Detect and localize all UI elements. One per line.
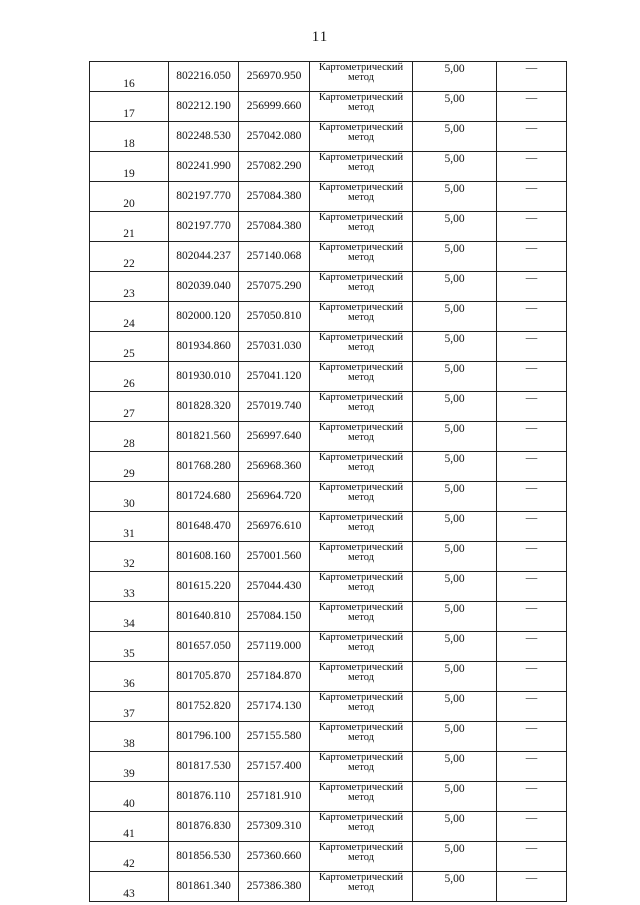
error-cell: 5,00 [413,842,497,872]
error-cell: 5,00 [413,662,497,692]
x-coordinate-cell: 801934.860 [169,332,239,362]
x-coordinate-cell: 801640.810 [169,602,239,632]
y-coordinate-cell: 257041.120 [239,362,310,392]
note-cell: — [497,812,567,842]
y-coordinate-cell: 257075.290 [239,272,310,302]
error-cell: 5,00 [413,722,497,752]
note-cell: — [497,392,567,422]
x-coordinate-cell: 802197.770 [169,212,239,242]
note-cell: — [497,62,567,92]
x-coordinate-cell: 801615.220 [169,572,239,602]
note-cell: — [497,302,567,332]
y-coordinate-cell: 257140.068 [239,242,310,272]
point-number-cell: 21 [90,212,169,242]
table-row [90,212,567,242]
note-cell: — [497,212,567,242]
point-number-cell: 32 [90,542,169,572]
point-number-cell: 43 [90,872,169,902]
error-cell: 5,00 [413,392,497,422]
table-row [90,812,567,842]
table-row [90,452,567,482]
point-number-cell: 27 [90,392,169,422]
x-coordinate-cell: 801752.820 [169,692,239,722]
y-coordinate-cell: 257386.380 [239,872,310,902]
point-number-cell: 23 [90,272,169,302]
point-number-cell: 33 [90,572,169,602]
point-number-cell: 37 [90,692,169,722]
error-cell: 5,00 [413,92,497,122]
table-row [90,602,567,632]
note-cell: — [497,152,567,182]
error-cell: 5,00 [413,572,497,602]
x-coordinate-cell: 801821.560 [169,422,239,452]
error-cell: 5,00 [413,812,497,842]
table-row [90,662,567,692]
y-coordinate-cell: 256999.660 [239,92,310,122]
point-number-cell: 28 [90,422,169,452]
note-cell: — [497,272,567,302]
x-coordinate-cell: 801876.830 [169,812,239,842]
y-coordinate-cell: 256968.360 [239,452,310,482]
point-number-cell: 19 [90,152,169,182]
error-cell: 5,00 [413,422,497,452]
method-cell: Картометрический метод [310,92,413,122]
error-cell: 5,00 [413,542,497,572]
method-cell: Картометрический метод [310,122,413,152]
table-row [90,422,567,452]
table-row [90,512,567,542]
method-cell: Картометрический метод [310,212,413,242]
error-cell: 5,00 [413,272,497,302]
method-cell: Картометрический метод [310,692,413,722]
x-coordinate-cell: 802039.040 [169,272,239,302]
point-number-cell: 36 [90,662,169,692]
note-cell: — [497,452,567,482]
y-coordinate-cell: 257360.660 [239,842,310,872]
method-cell: Картометрический метод [310,572,413,602]
method-cell: Картометрический метод [310,62,413,92]
error-cell: 5,00 [413,872,497,902]
error-cell: 5,00 [413,692,497,722]
method-cell: Картометрический метод [310,872,413,902]
point-number-cell: 17 [90,92,169,122]
point-number-cell: 34 [90,602,169,632]
note-cell: — [497,92,567,122]
error-cell: 5,00 [413,752,497,782]
x-coordinate-cell: 802216.050 [169,62,239,92]
method-cell: Картометрический метод [310,752,413,782]
method-cell: Картометрический метод [310,602,413,632]
x-coordinate-cell: 802212.190 [169,92,239,122]
method-cell: Картометрический метод [310,242,413,272]
method-cell: Картометрический метод [310,482,413,512]
table-row [90,392,567,422]
method-cell: Картометрический метод [310,632,413,662]
table-row [90,842,567,872]
x-coordinate-cell: 801724.680 [169,482,239,512]
method-cell: Картометрический метод [310,722,413,752]
point-number-cell: 38 [90,722,169,752]
table-row [90,782,567,812]
x-coordinate-cell: 802197.770 [169,182,239,212]
x-coordinate-cell: 801657.050 [169,632,239,662]
method-cell: Картометрический метод [310,422,413,452]
point-number-cell: 18 [90,122,169,152]
x-coordinate-cell: 802000.120 [169,302,239,332]
note-cell: — [497,362,567,392]
point-number-cell: 29 [90,452,169,482]
x-coordinate-cell: 801817.530 [169,752,239,782]
point-number-cell: 16 [90,62,169,92]
error-cell: 5,00 [413,782,497,812]
note-cell: — [497,602,567,632]
y-coordinate-cell: 257001.560 [239,542,310,572]
error-cell: 5,00 [413,482,497,512]
y-coordinate-cell: 257184.870 [239,662,310,692]
method-cell: Картометрический метод [310,452,413,482]
y-coordinate-cell: 257084.380 [239,182,310,212]
error-cell: 5,00 [413,362,497,392]
y-coordinate-cell: 257050.810 [239,302,310,332]
y-coordinate-cell: 257084.380 [239,212,310,242]
y-coordinate-cell: 257309.310 [239,812,310,842]
coordinates-table [89,61,567,902]
method-cell: Картометрический метод [310,842,413,872]
table-row [90,182,567,212]
table-row [90,62,567,92]
table-row [90,302,567,332]
note-cell: — [497,422,567,452]
note-cell: — [497,722,567,752]
y-coordinate-cell: 257157.400 [239,752,310,782]
point-number-cell: 24 [90,302,169,332]
y-coordinate-cell: 257174.130 [239,692,310,722]
x-coordinate-cell: 801930.010 [169,362,239,392]
note-cell: — [497,872,567,902]
y-coordinate-cell: 257084.150 [239,602,310,632]
note-cell: — [497,782,567,812]
table-row [90,92,567,122]
error-cell: 5,00 [413,62,497,92]
page-number: 11 [311,29,329,45]
x-coordinate-cell: 801796.100 [169,722,239,752]
y-coordinate-cell: 257082.290 [239,152,310,182]
point-number-cell: 20 [90,182,169,212]
method-cell: Картометрический метод [310,182,413,212]
y-coordinate-cell: 257042.080 [239,122,310,152]
x-coordinate-cell: 801768.280 [169,452,239,482]
note-cell: — [497,752,567,782]
x-coordinate-cell: 802044.237 [169,242,239,272]
point-number-cell: 30 [90,482,169,512]
note-cell: — [497,512,567,542]
x-coordinate-cell: 801861.340 [169,872,239,902]
method-cell: Картометрический метод [310,272,413,302]
note-cell: — [497,842,567,872]
note-cell: — [497,182,567,212]
point-number-cell: 39 [90,752,169,782]
error-cell: 5,00 [413,632,497,662]
method-cell: Картометрический метод [310,362,413,392]
point-number-cell: 31 [90,512,169,542]
x-coordinate-cell: 801876.110 [169,782,239,812]
table-row [90,482,567,512]
point-number-cell: 22 [90,242,169,272]
x-coordinate-cell: 801856.530 [169,842,239,872]
method-cell: Картометрический метод [310,782,413,812]
method-cell: Картометрический метод [310,512,413,542]
x-coordinate-cell: 801828.320 [169,392,239,422]
y-coordinate-cell: 256997.640 [239,422,310,452]
coordinates-table-body [90,62,567,902]
x-coordinate-cell: 802241.990 [169,152,239,182]
method-cell: Картометрический метод [310,662,413,692]
error-cell: 5,00 [413,212,497,242]
table-row [90,242,567,272]
point-number-cell: 35 [90,632,169,662]
error-cell: 5,00 [413,512,497,542]
error-cell: 5,00 [413,242,497,272]
method-cell: Картометрический метод [310,332,413,362]
table-row [90,272,567,302]
note-cell: — [497,662,567,692]
note-cell: — [497,692,567,722]
method-cell: Картометрический метод [310,152,413,182]
point-number-cell: 25 [90,332,169,362]
table-row [90,152,567,182]
x-coordinate-cell: 802248.530 [169,122,239,152]
table-row [90,872,567,902]
y-coordinate-cell: 256964.720 [239,482,310,512]
error-cell: 5,00 [413,302,497,332]
error-cell: 5,00 [413,122,497,152]
note-cell: — [497,572,567,602]
y-coordinate-cell: 257031.030 [239,332,310,362]
x-coordinate-cell: 801608.160 [169,542,239,572]
method-cell: Картометрический метод [310,812,413,842]
y-coordinate-cell: 257181.910 [239,782,310,812]
note-cell: — [497,482,567,512]
note-cell: — [497,632,567,662]
error-cell: 5,00 [413,182,497,212]
y-coordinate-cell: 257119.000 [239,632,310,662]
table-row [90,572,567,602]
table-row [90,362,567,392]
y-coordinate-cell: 257155.580 [239,722,310,752]
error-cell: 5,00 [413,332,497,362]
point-number-cell: 40 [90,782,169,812]
table-row [90,632,567,662]
point-number-cell: 41 [90,812,169,842]
error-cell: 5,00 [413,152,497,182]
table-row [90,692,567,722]
note-cell: — [497,332,567,362]
y-coordinate-cell: 256976.610 [239,512,310,542]
x-coordinate-cell: 801705.870 [169,662,239,692]
table-row [90,542,567,572]
y-coordinate-cell: 256970.950 [239,62,310,92]
error-cell: 5,00 [413,602,497,632]
table-row [90,332,567,362]
table-row [90,752,567,782]
note-cell: — [497,242,567,272]
point-number-cell: 26 [90,362,169,392]
y-coordinate-cell: 257044.430 [239,572,310,602]
note-cell: — [497,122,567,152]
point-number-cell: 42 [90,842,169,872]
table-row [90,722,567,752]
table-row [90,122,567,152]
error-cell: 5,00 [413,452,497,482]
method-cell: Картометрический метод [310,302,413,332]
method-cell: Картометрический метод [310,542,413,572]
note-cell: — [497,542,567,572]
method-cell: Картометрический метод [310,392,413,422]
x-coordinate-cell: 801648.470 [169,512,239,542]
y-coordinate-cell: 257019.740 [239,392,310,422]
